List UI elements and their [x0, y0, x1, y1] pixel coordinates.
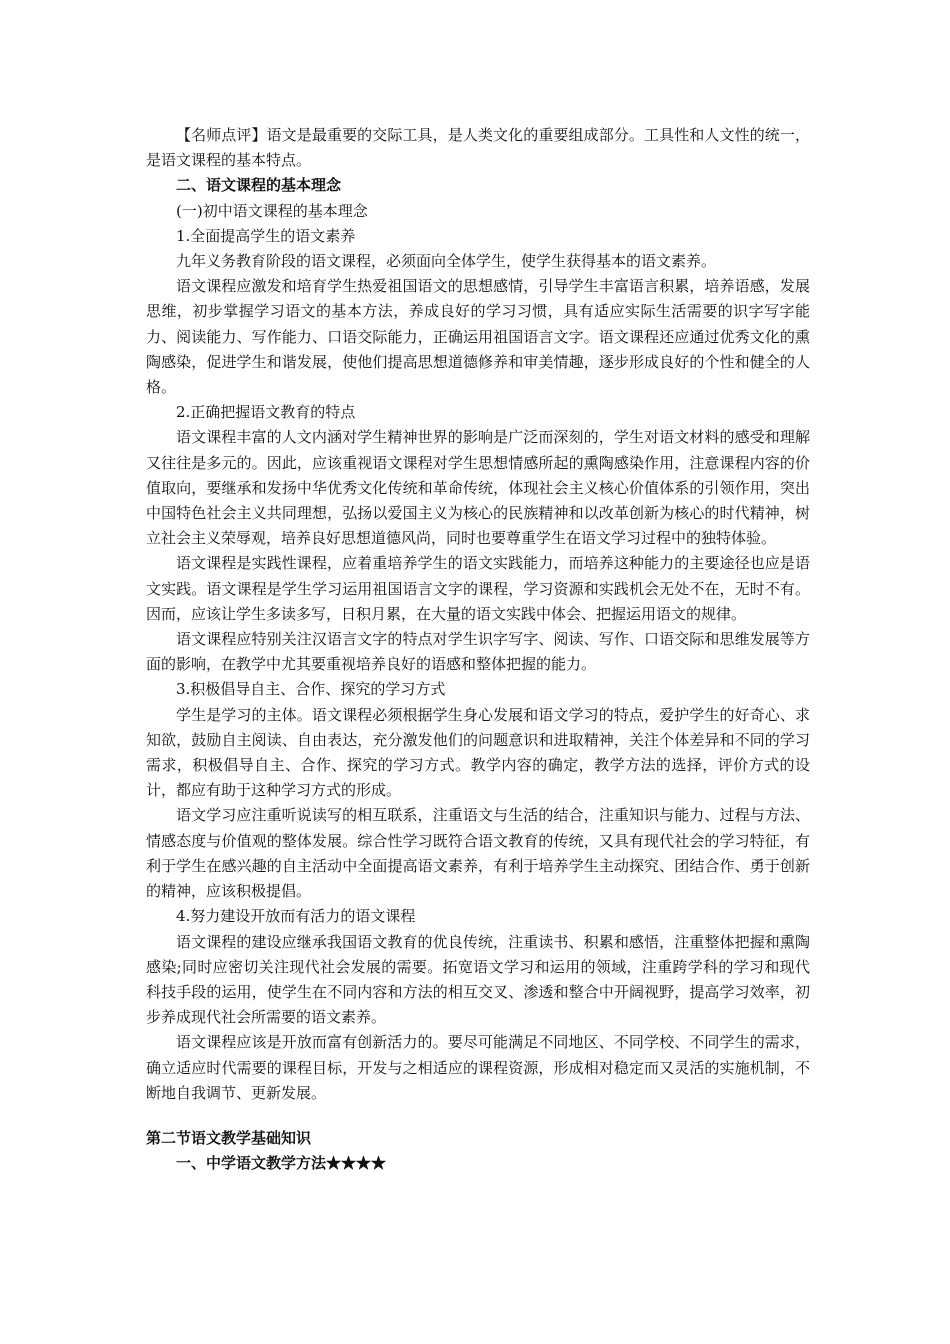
body-paragraph: 学生是学习的主体。语文课程必须根据学生身心发展和语文学习的特点，爱护学生的好奇心、求知欲，鼓励自主阅读、自由表达，充分激发他们的问题意识和进取精神，关注个体差异和不同的学习需求，积极倡导自主、合作、探究的学习方式。教学内容的确定，教学方法的选择，评价方式的设计，都应有助于这种学习方式的形成。 [146, 705, 810, 800]
body-paragraph: 语文课程丰富的人文内涵对学生精神世界的影响是广泛而深刻的，学生对语文材料的感受和理解又往往是多元的。因此，应该重视语文课程对学生思想情感所起的熏陶感染作用，注意课程内容的价值取向，要继承和发扬中华优秀文化传统和革命传统，体现社会主义核心价值体系的引领作用，突出中国特色社会主义共同理想，弘扬以爱国主义为核心的民族精神和以改革创新为核心的时代精神，树立社会主义荣辱观，培养良好思想道德风尚，同时也要尊重学生在语文学习过程中的独特体验。 [146, 428, 810, 548]
item-heading-4: 4.努力建设开放而有活力的语文课程 [176, 907, 416, 926]
body-paragraph: 语文学习应注重听说读写的相互联系，注重语文与生活的结合，注重知识与能力、过程与方法、情感态度与价值观的整体发展。综合性学习既符合语文教育的传统，又具有现代社会的学习特征，有利于学生在感兴趣的自主活动中全面提高语文素养，有利于培养学生主动探究、团结合作、勇于创新的精神，应该积极提倡。 [146, 806, 810, 901]
item-heading-2: 2.正确把握语文教育的特点 [176, 403, 356, 422]
body-paragraph: 语文课程的建设应继承我国语文教育的优良传统，注重读书、积累和感悟，注重整体把握和熏陶感染;同时应密切关注现代社会发展的需要。拓宽语文学习和运用的领域，注重跨学科的学习和现代科技手段的运用，使学生在不同内容和方法的相互交叉、渗透和整合中开阔视野，提高学习效率，初步养成现代社会所需要的语文素养。 [146, 932, 810, 1027]
item-heading-1: 1.全面提高学生的语文素养 [176, 226, 356, 245]
section-heading-teaching-methods: 一、中学语文教学方法★★★★ [176, 1154, 387, 1173]
subsection-heading: (一)初中语文课程的基本理念 [176, 201, 368, 220]
comment-paragraph: 【名师点评】语文是最重要的交际工具，是人类文化的重要组成部分。工具性和人文性的统一，是语文课程的基本特点。 [146, 126, 810, 170]
body-paragraph: 语文课程应该是开放而富有创新活力的。要尽可能满足不同地区、不同学校、不同学生的需求，确立适应时代需要的课程目标，开发与之相适应的课程资源，形成相对稳定而又灵活的实施机制，不断地自我调节、更新发展。 [146, 1033, 810, 1102]
document-body [146, 123, 810, 1176]
body-paragraph: 语文课程是实践性课程，应着重培养学生的语文实践能力，而培养这种能力的主要途径也应是语文实践。语文课程是学生学习运用祖国语言文字的课程，学习资源和实践机会无处不在，无时不有。因而，应该让学生多读多写，日积月累，在大量的语文实践中体会、把握运用语文的规律。 [146, 554, 810, 623]
body-paragraph: 九年义务教育阶段的语文课程，必须面向全体学生，使学生获得基本的语文素养。 [176, 252, 717, 271]
item-heading-3: 3.积极倡导自主、合作、探究的学习方式 [176, 680, 446, 699]
blank-line [146, 1106, 810, 1126]
body-paragraph: 语文课程应激发和培育学生热爱祖国语文的思想感情，引导学生丰富语言积累，培养语感，发展思维，初步掌握学习语文的基本方法，养成良好的学习习惯，具有适应实际生活需要的识字写字能力、阅读能力、写作能力、口语交际能力，正确运用祖国语言文字。语文课程还应通过优秀文化的熏陶感染，促进学生和谐发展，使他们提高思想道德修养和审美情趣，逐步形成良好的个性和健全的人格。 [146, 277, 810, 397]
chapter-heading: 第二节语文教学基础知识 [146, 1128, 312, 1147]
section-heading-basic-concepts: 二、语文课程的基本理念 [176, 176, 342, 195]
body-paragraph: 语文课程应特别关注汉语言文字的特点对学生识字写字、阅读、写作、口语交际和思维发展等方面的影响，在教学中尤其要重视培养良好的语感和整体把握的能力。 [146, 630, 810, 674]
